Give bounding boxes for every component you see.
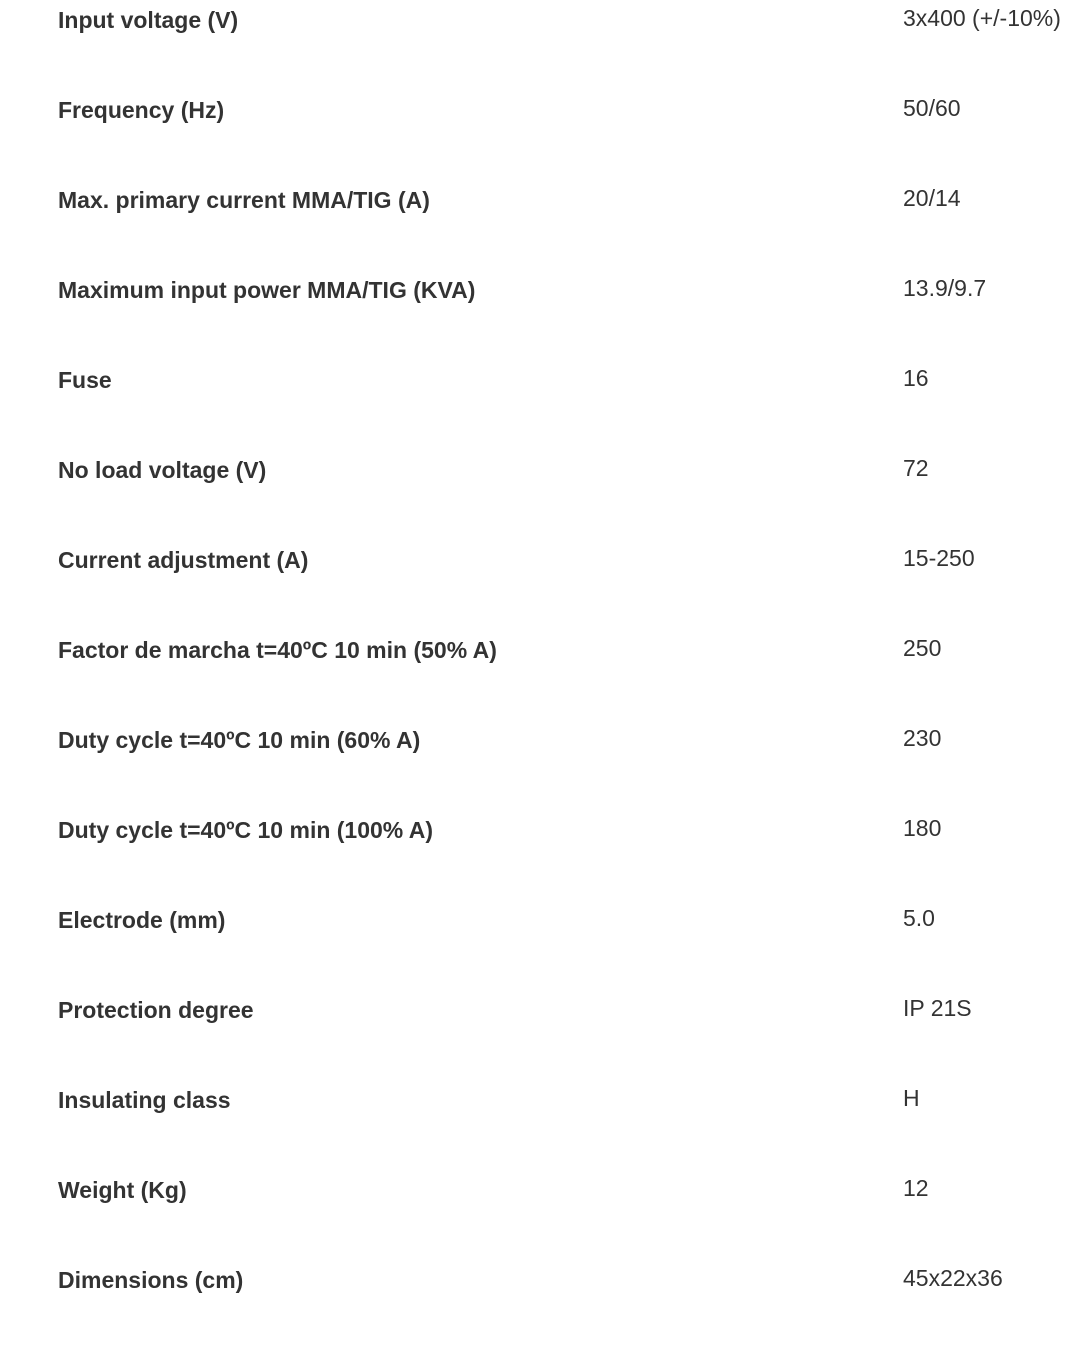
spec-value: 72 [903,455,929,481]
spec-label: Electrode (mm) [58,907,226,933]
spec-value: 180 [903,815,942,841]
spec-value: 50/60 [903,95,961,121]
spec-label: Current adjustment (A) [58,547,309,573]
spec-value: IP 21S [903,995,972,1021]
spec-value: 12 [903,1175,929,1201]
spec-row-no-load-voltage [0,450,1080,540]
spec-row-max-primary-current [0,180,1080,270]
spec-row-weight [0,1170,1080,1260]
spec-row-fuse [0,360,1080,450]
spec-value: 20/14 [903,185,961,211]
spec-row-duty-cycle-60 [0,720,1080,810]
spec-row-max-input-power [0,270,1080,360]
spec-value: 15-250 [903,545,975,571]
spec-row-electrode [0,900,1080,990]
spec-label: Input voltage (V) [58,7,239,33]
spec-value: 230 [903,725,942,751]
spec-label: Dimensions (cm) [58,1267,244,1293]
spec-row-current-adjustment [0,540,1080,630]
spec-label: Protection degree [58,997,254,1023]
spec-value: H [903,1085,920,1111]
spec-label: Weight (Kg) [58,1177,187,1203]
spec-value: 16 [903,365,929,391]
spec-label: No load voltage (V) [58,457,267,483]
spec-value: 13.9/9.7 [903,275,987,301]
spec-value: 5.0 [903,905,935,931]
spec-label: Duty cycle t=40ºC 10 min (60% A) [58,727,421,753]
spec-label: Fuse [58,367,112,393]
spec-row-dimensions [0,1260,1080,1350]
spec-row-protection-degree [0,990,1080,1080]
spec-value: 250 [903,635,942,661]
spec-row-insulating-class [0,1080,1080,1170]
spec-value: 45x22x36 [903,1265,1003,1291]
spec-label: Frequency (Hz) [58,97,225,123]
spec-row-factor-de-marcha [0,630,1080,720]
spec-label: Maximum input power MMA/TIG (KVA) [58,277,476,303]
spec-label: Factor de marcha t=40ºC 10 min (50% A) [58,637,497,663]
spec-label: Duty cycle t=40ºC 10 min (100% A) [58,817,434,843]
spec-row-duty-cycle-100 [0,810,1080,900]
spec-row-input-voltage [0,0,1080,90]
spec-row-frequency [0,90,1080,180]
spec-label: Max. primary current MMA/TIG (A) [58,187,430,213]
spec-value: 3x400 (+/-10%) [903,5,1061,31]
spec-label: Insulating class [58,1087,231,1113]
